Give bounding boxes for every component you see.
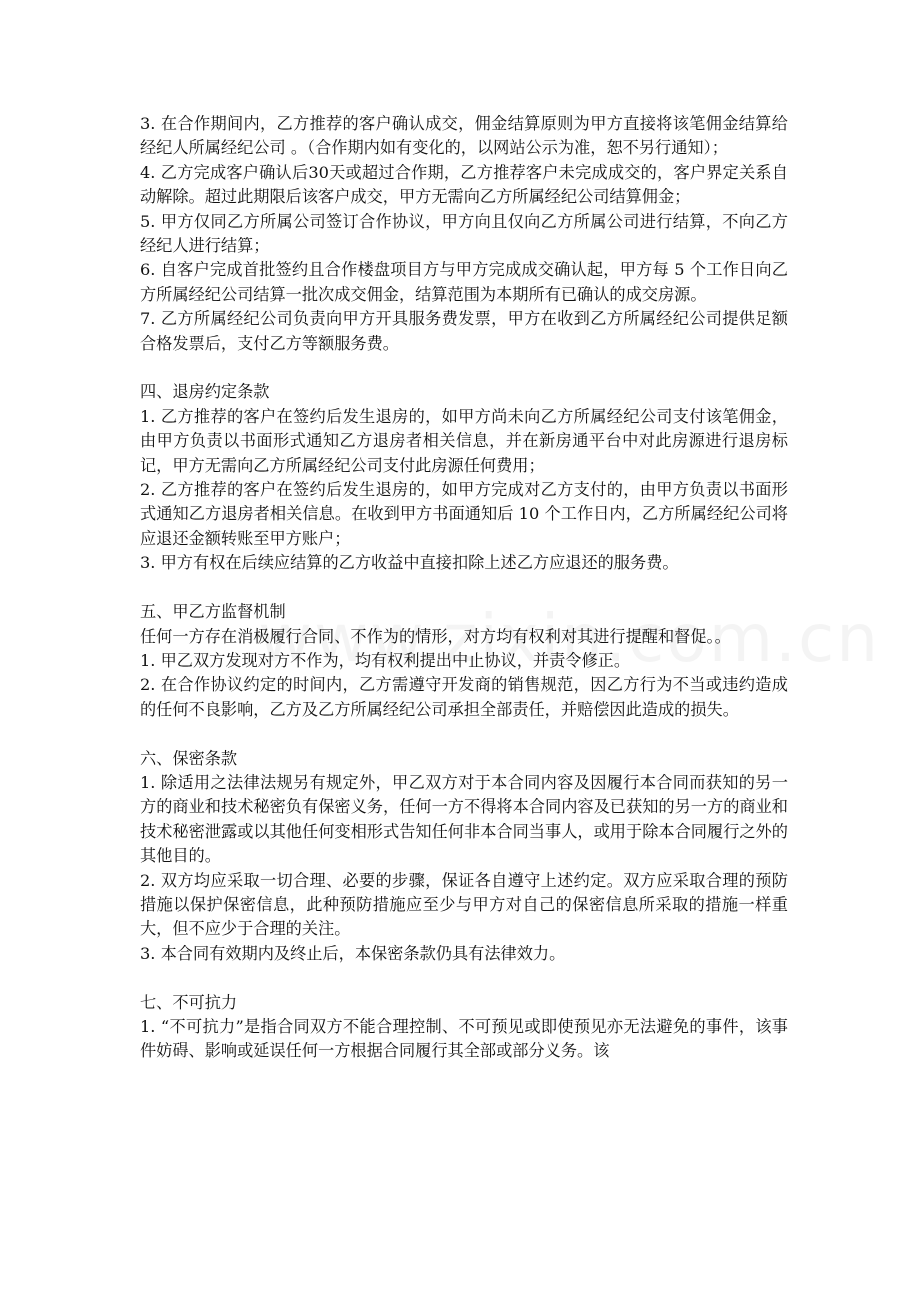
- section-gap: [140, 576, 788, 600]
- section-heading-refund: 四、退房约定条款: [140, 382, 270, 402]
- clause-6-3: 3. 本合同有效期内及终止后，本保密条款仍具有法律效力。: [140, 943, 566, 963]
- clause-3-3: 3. 在合作期间内，乙方推荐的客户确认成交，佣金结算原则为甲方直接将该笔佣金结算给经纪人所属经纪公司 。（合作期内如有变化的，以网站公示为准，恕不另行通知）；: [140, 114, 788, 158]
- clause-5-intro: 任何一方存在消极履行合同、不作为的情形，对方均有权利对其进行提醒和督促。。: [140, 626, 731, 646]
- section-heading-force-majeure: 七、不可抗力: [140, 992, 238, 1012]
- section-heading-confidentiality: 六、保密条款: [140, 748, 238, 768]
- section-gap: [140, 966, 788, 990]
- clause-4-3: 3. 甲方有权在后续应结算的乙方收益中直接扣除上述乙方应退还的服务费。: [140, 553, 679, 573]
- clause-3-6: 6. 自客户完成首批签约且合作楼盘项目方与甲方完成成交确认起，甲方每 5 个工作日向乙方所属经纪公司结算一批次成交佣金，结算范围为本期所有已确认的成交房源。: [140, 260, 788, 304]
- clause-4-1: 1. 乙方推荐的客户在签约后发生退房的，如甲方尚未向乙方所属经纪公司支付该笔佣金，由甲方负责以书面形式通知乙方退房者相关信息，并在新房通平台中对此房源进行退房标记，甲方无需向乙方所属经纪公司支付此房源任何费用；: [140, 406, 788, 475]
- clause-6-1: 1. 除适用之法律法规另有规定外，甲乙双方对于本合同内容及因履行本合同而获知的另一方的商业和技术秘密负有保密义务，任何一方不得将本合同内容及已获知的另一方的商业和技术秘密泄露或以其他任何变相形式告知任何非本合同当事人，或用于除本合同履行之外的其他目的。: [140, 772, 788, 866]
- clause-6-2: 2. 双方均应采取一切合理、必要的步骤，保证各自遵守上述约定。双方应采取合理的预防措施以保护保密信息，此种预防措施应至少与甲方对自己的保密信息所采取的措施一样重大，但不应少于合理的关注。: [140, 870, 788, 939]
- clause-3-7: 7. 乙方所属经纪公司负责向甲方开具服务费发票，甲方在收到乙方所属经纪公司提供足额合格发票后，支付乙方等额服务费。: [140, 309, 788, 353]
- section-heading-supervision: 五、甲乙方监督机制: [140, 602, 286, 622]
- clause-4-2: 2. 乙方推荐的客户在签约后发生退房的，如甲方完成对乙方支付的，由甲方负责以书面形式通知乙方退房者相关信息。在收到甲方书面通知后 10 个工作日内，乙方所属经纪公司将应退还金额转账至甲方账户；: [140, 480, 788, 548]
- clause-7-1: 1. “不可抗力”是指合同双方不能合理控制、不可预见或即使预见亦无法避免的事件，该事件妨碍、影响或延误任何一方根据合同履行其全部或部分义务。该: [140, 1016, 788, 1061]
- clause-3-5: 5. 甲方仅同乙方所属公司签订合作协议，甲方向且仅向乙方所属公司进行结算，不向乙方经纪人进行结算；: [140, 211, 788, 256]
- clause-5-2: 2. 在合作协议约定的时间内，乙方需遵守开发商的销售规范，因乙方行为不当或违约造成的任何不良影响，乙方及乙方所属经纪公司承担全部责任，并赔偿因此造成的损失。: [140, 675, 788, 719]
- document-body: [140, 112, 788, 1064]
- clause-5-1: 1. 甲乙双方发现对方不作为，均有权利提出中止协议，并责令修正。: [140, 650, 631, 670]
- clause-3-4: 4. 乙方完成客户确认后30天或超过合作期，乙方推荐客户未完成成交的，客户界定关系自动解除。超过此期限后该客户成交，甲方无需向乙方所属经纪公司结算佣金；: [140, 162, 788, 207]
- section-gap: [140, 356, 788, 380]
- section-gap: [140, 722, 788, 746]
